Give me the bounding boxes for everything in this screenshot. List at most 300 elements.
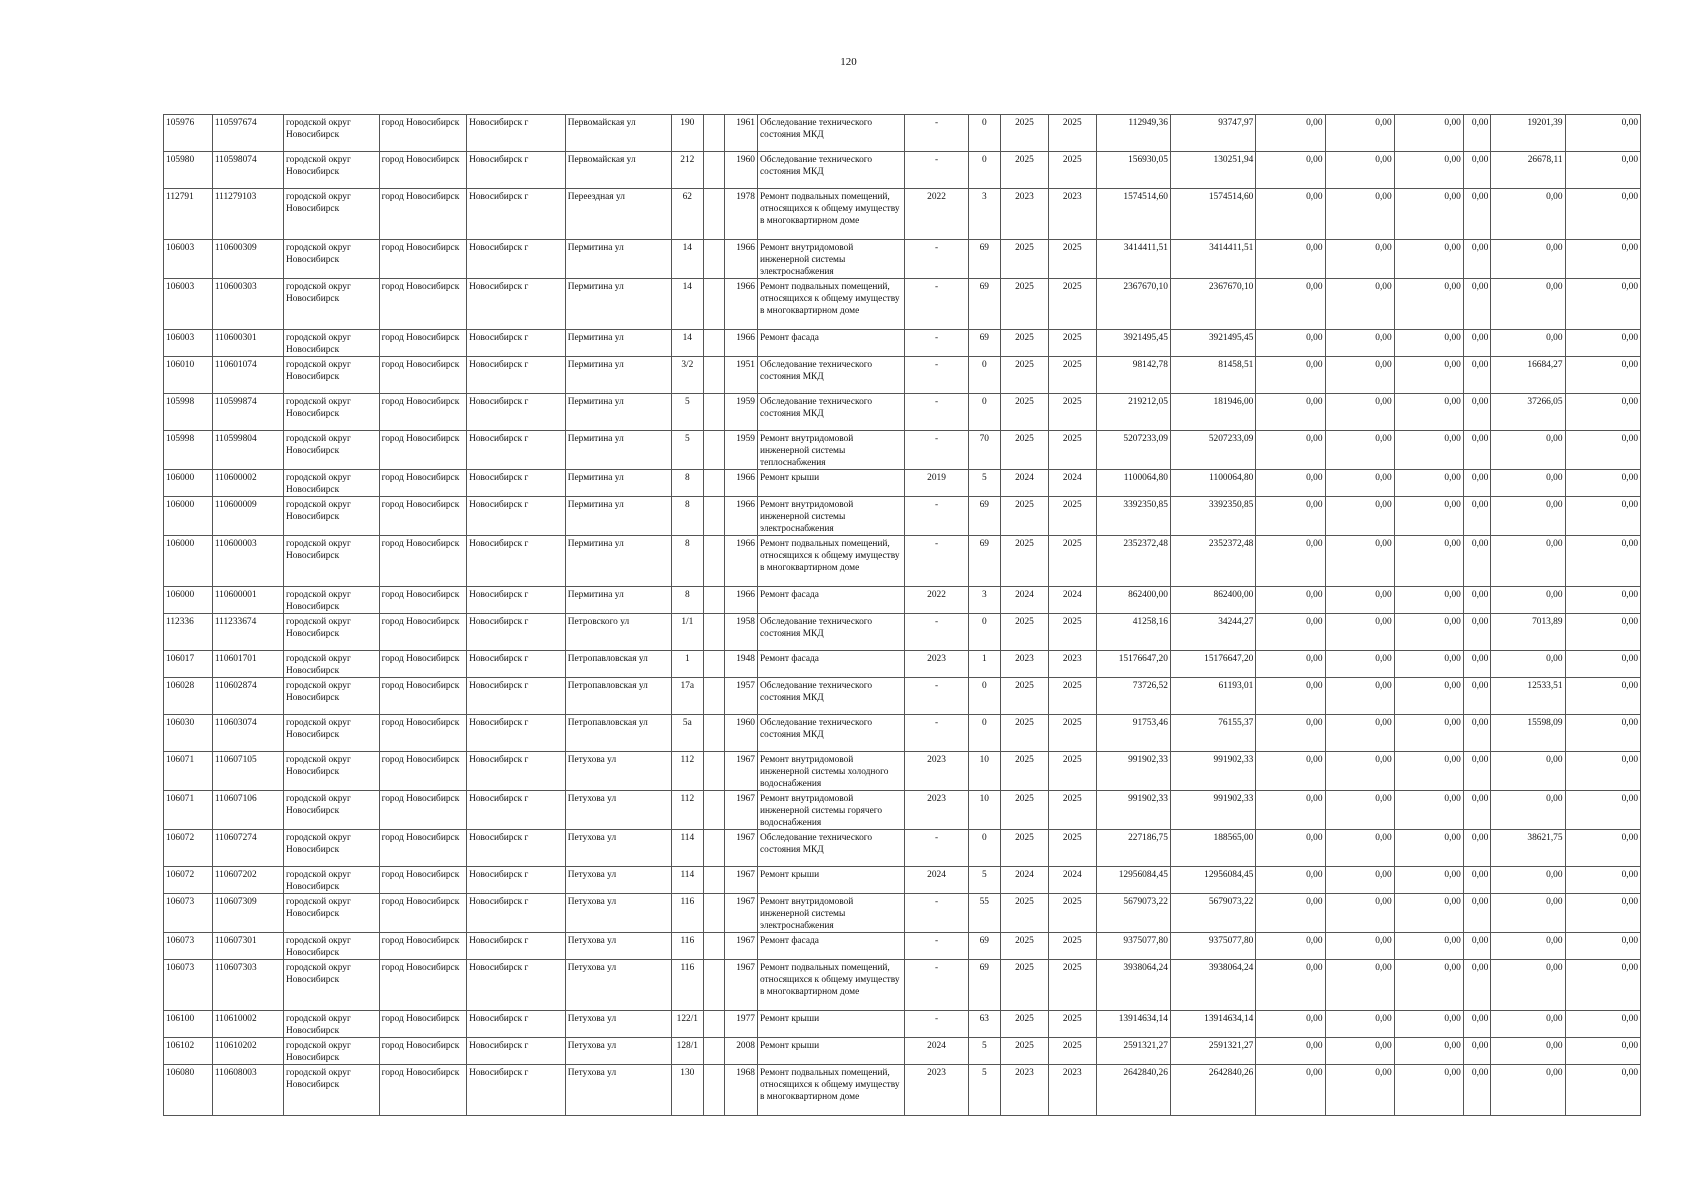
cell-construction-year: 1960 <box>725 152 758 189</box>
cell-fund-cost: 13914634,14 <box>1170 1011 1255 1038</box>
cell-object-id: 105998 <box>164 431 213 470</box>
cell-local-funds: 0,00 <box>1394 1038 1463 1065</box>
cell-total-cost: 5207233,09 <box>1096 431 1170 470</box>
cell-regional-funds: 0,00 <box>1325 330 1394 357</box>
cell-construction-year: 1966 <box>725 536 758 587</box>
cell-regional-funds: 0,00 <box>1325 115 1394 152</box>
cell-regional-funds: 0,00 <box>1325 651 1394 678</box>
cell-plan-end-year: 2025 <box>1048 431 1096 470</box>
cell-owner-funds: 0,00 <box>1491 1065 1565 1116</box>
cell-street: Пермитина ул <box>565 536 671 587</box>
cell-municipality: городской округ Новосибирск <box>284 152 380 189</box>
cell-plan-end-year: 2025 <box>1048 394 1096 431</box>
cell-last-repair-year: - <box>905 330 968 357</box>
cell-plan-start-year: 2025 <box>1001 791 1049 830</box>
cell-total-cost: 3414411,51 <box>1096 240 1170 279</box>
cell-reserve-funds: 0,00 <box>1565 240 1640 279</box>
cell-federal-funds: 0,00 <box>1256 960 1325 1011</box>
cell-local-funds: 0,00 <box>1394 933 1463 960</box>
table-row <box>164 115 1641 152</box>
cell-local-funds: 0,00 <box>1394 470 1463 497</box>
cell-other-funds: 0,00 <box>1463 431 1490 470</box>
cell-building <box>704 189 725 240</box>
cell-municipality: городской округ Новосибирск <box>284 189 380 240</box>
cell-settlement: город Новосибирск <box>379 357 466 394</box>
cell-reserve-funds: 0,00 <box>1565 678 1640 715</box>
cell-plan-end-year: 2023 <box>1048 189 1096 240</box>
cell-regional-funds: 0,00 <box>1325 1065 1394 1116</box>
cell-wear-percent: 69 <box>968 240 1001 279</box>
table-row <box>164 894 1641 933</box>
cell-last-repair-year: 2023 <box>905 651 968 678</box>
cell-reserve-funds: 0,00 <box>1565 189 1640 240</box>
cell-municipality: городской округ Новосибирск <box>284 651 380 678</box>
cell-building <box>704 715 725 752</box>
cell-wear-percent: 69 <box>968 279 1001 330</box>
cell-last-repair-year: - <box>905 357 968 394</box>
cell-total-cost: 2367670,10 <box>1096 279 1170 330</box>
cell-fund-cost: 15176647,20 <box>1170 651 1255 678</box>
cell-regional-funds: 0,00 <box>1325 830 1394 867</box>
cell-construction-year: 1977 <box>725 1011 758 1038</box>
cell-work-type: Ремонт внутридомовой инженерной системы холодного водоснабжения <box>757 752 904 791</box>
cell-settlement: город Новосибирск <box>379 240 466 279</box>
cell-total-cost: 91753,46 <box>1096 715 1170 752</box>
cell-other-funds: 0,00 <box>1463 1011 1490 1038</box>
cell-fund-cost: 2591321,27 <box>1170 1038 1255 1065</box>
cell-reserve-funds: 0,00 <box>1565 330 1640 357</box>
cell-local-funds: 0,00 <box>1394 752 1463 791</box>
table-row <box>164 830 1641 867</box>
cell-last-repair-year: - <box>905 536 968 587</box>
cell-house-number: 62 <box>671 189 704 240</box>
cell-reserve-funds: 0,00 <box>1565 1011 1640 1038</box>
cell-municipality: городской округ Новосибирск <box>284 894 380 933</box>
table-row <box>164 152 1641 189</box>
cell-construction-year: 1967 <box>725 791 758 830</box>
cell-house-number: 14 <box>671 240 704 279</box>
cell-construction-year: 1967 <box>725 867 758 894</box>
cell-locality: Новосибирск г <box>467 394 566 431</box>
table-row <box>164 240 1641 279</box>
cell-municipality: городской округ Новосибирск <box>284 960 380 1011</box>
cell-total-cost: 2352372,48 <box>1096 536 1170 587</box>
table-row <box>164 1011 1641 1038</box>
cell-construction-year: 1967 <box>725 933 758 960</box>
cell-building <box>704 678 725 715</box>
cell-municipality: городской округ Новосибирск <box>284 536 380 587</box>
cell-plan-start-year: 2025 <box>1001 960 1049 1011</box>
cell-fund-cost: 2352372,48 <box>1170 536 1255 587</box>
cell-owner-funds: 0,00 <box>1491 651 1565 678</box>
cell-regional-funds: 0,00 <box>1325 536 1394 587</box>
cell-plan-end-year: 2025 <box>1048 894 1096 933</box>
cell-federal-funds: 0,00 <box>1256 115 1325 152</box>
cell-locality: Новосибирск г <box>467 115 566 152</box>
cell-fund-cost: 5207233,09 <box>1170 431 1255 470</box>
cell-work-type: Обследование технического состояния МКД <box>757 152 904 189</box>
cell-federal-funds: 0,00 <box>1256 830 1325 867</box>
cell-last-repair-year: 2024 <box>905 1038 968 1065</box>
cell-locality: Новосибирск г <box>467 497 566 536</box>
cell-regional-funds: 0,00 <box>1325 279 1394 330</box>
cell-building <box>704 431 725 470</box>
cell-other-funds: 0,00 <box>1463 614 1490 651</box>
cell-plan-end-year: 2025 <box>1048 933 1096 960</box>
cell-settlement: город Новосибирск <box>379 960 466 1011</box>
cell-regional-funds: 0,00 <box>1325 715 1394 752</box>
cell-plan-end-year: 2025 <box>1048 330 1096 357</box>
table-row <box>164 470 1641 497</box>
cell-fund-cost: 93747,97 <box>1170 115 1255 152</box>
cell-other-funds: 0,00 <box>1463 678 1490 715</box>
cell-wear-percent: 55 <box>968 894 1001 933</box>
cell-reserve-funds: 0,00 <box>1565 152 1640 189</box>
cell-work-id: 110607303 <box>212 960 283 1011</box>
cell-work-id: 110610002 <box>212 1011 283 1038</box>
table-row <box>164 651 1641 678</box>
cell-federal-funds: 0,00 <box>1256 240 1325 279</box>
cell-plan-end-year: 2025 <box>1048 678 1096 715</box>
cell-local-funds: 0,00 <box>1394 651 1463 678</box>
cell-work-type: Ремонт крыши <box>757 470 904 497</box>
cell-regional-funds: 0,00 <box>1325 1038 1394 1065</box>
cell-plan-end-year: 2024 <box>1048 470 1096 497</box>
cell-regional-funds: 0,00 <box>1325 1011 1394 1038</box>
cell-wear-percent: 0 <box>968 394 1001 431</box>
cell-construction-year: 1966 <box>725 330 758 357</box>
cell-building <box>704 330 725 357</box>
cell-work-id: 110607274 <box>212 830 283 867</box>
cell-house-number: 116 <box>671 933 704 960</box>
cell-reserve-funds: 0,00 <box>1565 470 1640 497</box>
cell-settlement: город Новосибирск <box>379 470 466 497</box>
cell-settlement: город Новосибирск <box>379 1038 466 1065</box>
cell-reserve-funds: 0,00 <box>1565 497 1640 536</box>
cell-regional-funds: 0,00 <box>1325 933 1394 960</box>
cell-local-funds: 0,00 <box>1394 1011 1463 1038</box>
cell-total-cost: 112949,36 <box>1096 115 1170 152</box>
cell-wear-percent: 10 <box>968 752 1001 791</box>
cell-house-number: 8 <box>671 497 704 536</box>
cell-municipality: городской округ Новосибирск <box>284 357 380 394</box>
cell-object-id: 112791 <box>164 189 213 240</box>
cell-construction-year: 2008 <box>725 1038 758 1065</box>
cell-plan-start-year: 2024 <box>1001 587 1049 614</box>
cell-total-cost: 98142,78 <box>1096 357 1170 394</box>
cell-other-funds: 0,00 <box>1463 867 1490 894</box>
cell-construction-year: 1959 <box>725 431 758 470</box>
cell-reserve-funds: 0,00 <box>1565 1065 1640 1116</box>
cell-work-id: 110599874 <box>212 394 283 431</box>
cell-plan-start-year: 2025 <box>1001 1038 1049 1065</box>
cell-owner-funds: 19201,39 <box>1491 115 1565 152</box>
table-row <box>164 1038 1641 1065</box>
cell-work-id: 111233674 <box>212 614 283 651</box>
cell-reserve-funds: 0,00 <box>1565 587 1640 614</box>
cell-building <box>704 1011 725 1038</box>
cell-municipality: городской округ Новосибирск <box>284 752 380 791</box>
cell-building <box>704 279 725 330</box>
cell-owner-funds: 0,00 <box>1491 536 1565 587</box>
cell-federal-funds: 0,00 <box>1256 715 1325 752</box>
cell-regional-funds: 0,00 <box>1325 960 1394 1011</box>
cell-street: Петухова ул <box>565 867 671 894</box>
table-row <box>164 357 1641 394</box>
cell-local-funds: 0,00 <box>1394 431 1463 470</box>
cell-fund-cost: 76155,37 <box>1170 715 1255 752</box>
cell-municipality: городской округ Новосибирск <box>284 1011 380 1038</box>
cell-house-number: 5а <box>671 715 704 752</box>
cell-total-cost: 41258,16 <box>1096 614 1170 651</box>
cell-regional-funds: 0,00 <box>1325 587 1394 614</box>
cell-work-id: 111279103 <box>212 189 283 240</box>
cell-work-type: Обследование технического состояния МКД <box>757 678 904 715</box>
cell-plan-start-year: 2025 <box>1001 431 1049 470</box>
cell-street: Пермитина ул <box>565 330 671 357</box>
table-row <box>164 933 1641 960</box>
cell-street: Петропавловская ул <box>565 678 671 715</box>
cell-other-funds: 0,00 <box>1463 357 1490 394</box>
cell-local-funds: 0,00 <box>1394 536 1463 587</box>
cell-construction-year: 1966 <box>725 279 758 330</box>
cell-total-cost: 1574514,60 <box>1096 189 1170 240</box>
cell-plan-end-year: 2025 <box>1048 240 1096 279</box>
cell-wear-percent: 0 <box>968 152 1001 189</box>
cell-total-cost: 862400,00 <box>1096 587 1170 614</box>
cell-reserve-funds: 0,00 <box>1565 791 1640 830</box>
cell-work-id: 110600001 <box>212 587 283 614</box>
cell-federal-funds: 0,00 <box>1256 752 1325 791</box>
cell-wear-percent: 0 <box>968 357 1001 394</box>
cell-street: Пермитина ул <box>565 357 671 394</box>
cell-object-id: 106028 <box>164 678 213 715</box>
cell-total-cost: 9375077,80 <box>1096 933 1170 960</box>
cell-total-cost: 12956084,45 <box>1096 867 1170 894</box>
cell-local-funds: 0,00 <box>1394 330 1463 357</box>
cell-locality: Новосибирск г <box>467 614 566 651</box>
cell-house-number: 1 <box>671 651 704 678</box>
cell-wear-percent: 0 <box>968 115 1001 152</box>
cell-settlement: город Новосибирск <box>379 678 466 715</box>
cell-total-cost: 5679073,22 <box>1096 894 1170 933</box>
cell-settlement: город Новосибирск <box>379 115 466 152</box>
cell-federal-funds: 0,00 <box>1256 867 1325 894</box>
cell-plan-end-year: 2025 <box>1048 1038 1096 1065</box>
cell-object-id: 106073 <box>164 960 213 1011</box>
cell-wear-percent: 10 <box>968 791 1001 830</box>
cell-work-type: Ремонт крыши <box>757 1038 904 1065</box>
cell-total-cost: 2591321,27 <box>1096 1038 1170 1065</box>
cell-street: Петухова ул <box>565 1038 671 1065</box>
cell-building <box>704 536 725 587</box>
cell-total-cost: 219212,05 <box>1096 394 1170 431</box>
cell-street: Первомайская ул <box>565 115 671 152</box>
cell-owner-funds: 0,00 <box>1491 189 1565 240</box>
cell-last-repair-year: - <box>905 678 968 715</box>
cell-settlement: город Новосибирск <box>379 279 466 330</box>
cell-house-number: 116 <box>671 960 704 1011</box>
cell-work-id: 110598074 <box>212 152 283 189</box>
cell-wear-percent: 63 <box>968 1011 1001 1038</box>
table-row <box>164 960 1641 1011</box>
cell-municipality: городской округ Новосибирск <box>284 867 380 894</box>
cell-construction-year: 1951 <box>725 357 758 394</box>
cell-building <box>704 240 725 279</box>
cell-object-id: 106010 <box>164 357 213 394</box>
cell-other-funds: 0,00 <box>1463 1065 1490 1116</box>
cell-owner-funds: 0,00 <box>1491 1011 1565 1038</box>
cell-plan-start-year: 2023 <box>1001 1065 1049 1116</box>
cell-regional-funds: 0,00 <box>1325 240 1394 279</box>
cell-settlement: город Новосибирск <box>379 651 466 678</box>
cell-object-id: 106003 <box>164 279 213 330</box>
cell-work-type: Ремонт внутридомовой инженерной системы электроснабжения <box>757 497 904 536</box>
cell-house-number: 14 <box>671 279 704 330</box>
cell-regional-funds: 0,00 <box>1325 867 1394 894</box>
cell-construction-year: 1958 <box>725 614 758 651</box>
cell-local-funds: 0,00 <box>1394 497 1463 536</box>
cell-municipality: городской округ Новосибирск <box>284 470 380 497</box>
cell-street: Переездная ул <box>565 189 671 240</box>
cell-building <box>704 1065 725 1116</box>
cell-reserve-funds: 0,00 <box>1565 115 1640 152</box>
cell-regional-funds: 0,00 <box>1325 752 1394 791</box>
cell-last-repair-year: - <box>905 933 968 960</box>
cell-locality: Новосибирск г <box>467 791 566 830</box>
cell-plan-end-year: 2025 <box>1048 357 1096 394</box>
cell-plan-start-year: 2023 <box>1001 189 1049 240</box>
cell-work-id: 110610202 <box>212 1038 283 1065</box>
cell-wear-percent: 3 <box>968 189 1001 240</box>
cell-other-funds: 0,00 <box>1463 189 1490 240</box>
cell-fund-cost: 991902,33 <box>1170 791 1255 830</box>
cell-fund-cost: 188565,00 <box>1170 830 1255 867</box>
cell-locality: Новосибирск г <box>467 330 566 357</box>
cell-owner-funds: 7013,89 <box>1491 614 1565 651</box>
cell-building <box>704 651 725 678</box>
cell-street: Петухова ул <box>565 752 671 791</box>
cell-house-number: 5 <box>671 394 704 431</box>
cell-street: Пермитина ул <box>565 497 671 536</box>
cell-building <box>704 791 725 830</box>
cell-work-id: 110607301 <box>212 933 283 960</box>
cell-building <box>704 894 725 933</box>
cell-settlement: город Новосибирск <box>379 189 466 240</box>
cell-house-number: 14 <box>671 330 704 357</box>
cell-work-type: Обследование технического состояния МКД <box>757 830 904 867</box>
cell-plan-end-year: 2025 <box>1048 152 1096 189</box>
cell-plan-start-year: 2025 <box>1001 933 1049 960</box>
cell-federal-funds: 0,00 <box>1256 357 1325 394</box>
cell-fund-cost: 3921495,45 <box>1170 330 1255 357</box>
cell-last-repair-year: - <box>905 960 968 1011</box>
cell-last-repair-year: - <box>905 431 968 470</box>
cell-regional-funds: 0,00 <box>1325 678 1394 715</box>
cell-locality: Новосибирск г <box>467 933 566 960</box>
cell-plan-start-year: 2025 <box>1001 330 1049 357</box>
cell-other-funds: 0,00 <box>1463 830 1490 867</box>
cell-object-id: 106080 <box>164 1065 213 1116</box>
cell-last-repair-year: - <box>905 614 968 651</box>
cell-building <box>704 357 725 394</box>
cell-plan-start-year: 2025 <box>1001 357 1049 394</box>
cell-plan-start-year: 2023 <box>1001 651 1049 678</box>
cell-last-repair-year: - <box>905 279 968 330</box>
cell-street: Пермитина ул <box>565 394 671 431</box>
cell-house-number: 116 <box>671 894 704 933</box>
cell-object-id: 106073 <box>164 933 213 960</box>
cell-work-type: Ремонт фасада <box>757 933 904 960</box>
cell-street: Петухова ул <box>565 894 671 933</box>
table-row <box>164 431 1641 470</box>
cell-construction-year: 1957 <box>725 678 758 715</box>
cell-house-number: 212 <box>671 152 704 189</box>
cell-local-funds: 0,00 <box>1394 394 1463 431</box>
cell-last-repair-year: 2023 <box>905 1065 968 1116</box>
cell-plan-start-year: 2025 <box>1001 752 1049 791</box>
cell-federal-funds: 0,00 <box>1256 189 1325 240</box>
cell-plan-end-year: 2023 <box>1048 1065 1096 1116</box>
table-row <box>164 587 1641 614</box>
cell-work-id: 110601074 <box>212 357 283 394</box>
cell-wear-percent: 5 <box>968 1065 1001 1116</box>
cell-total-cost: 991902,33 <box>1096 791 1170 830</box>
cell-construction-year: 1967 <box>725 960 758 1011</box>
cell-owner-funds: 0,00 <box>1491 279 1565 330</box>
cell-local-funds: 0,00 <box>1394 357 1463 394</box>
cell-street: Пермитина ул <box>565 279 671 330</box>
cell-last-repair-year: - <box>905 1011 968 1038</box>
cell-owner-funds: 0,00 <box>1491 431 1565 470</box>
cell-wear-percent: 5 <box>968 867 1001 894</box>
cell-plan-end-year: 2025 <box>1048 715 1096 752</box>
cell-house-number: 122/1 <box>671 1011 704 1038</box>
cell-reserve-funds: 0,00 <box>1565 830 1640 867</box>
table-row <box>164 279 1641 330</box>
cell-municipality: городской округ Новосибирск <box>284 791 380 830</box>
cell-federal-funds: 0,00 <box>1256 933 1325 960</box>
cell-local-funds: 0,00 <box>1394 1065 1463 1116</box>
cell-other-funds: 0,00 <box>1463 1038 1490 1065</box>
cell-object-id: 106003 <box>164 240 213 279</box>
cell-last-repair-year: - <box>905 715 968 752</box>
cell-municipality: городской округ Новосибирск <box>284 394 380 431</box>
cell-settlement: город Новосибирск <box>379 1065 466 1116</box>
cell-federal-funds: 0,00 <box>1256 330 1325 357</box>
cell-work-type: Обследование технического состояния МКД <box>757 614 904 651</box>
cell-other-funds: 0,00 <box>1463 279 1490 330</box>
cell-house-number: 112 <box>671 752 704 791</box>
cell-last-repair-year: 2023 <box>905 791 968 830</box>
cell-wear-percent: 0 <box>968 614 1001 651</box>
cell-building <box>704 960 725 1011</box>
cell-federal-funds: 0,00 <box>1256 279 1325 330</box>
cell-work-type: Ремонт внутридомовой инженерной системы теплоснабжения <box>757 431 904 470</box>
cell-locality: Новосибирск г <box>467 1065 566 1116</box>
cell-local-funds: 0,00 <box>1394 189 1463 240</box>
cell-locality: Новосибирск г <box>467 651 566 678</box>
cell-last-repair-year: - <box>905 394 968 431</box>
cell-object-id: 105998 <box>164 394 213 431</box>
cell-locality: Новосибирск г <box>467 189 566 240</box>
cell-regional-funds: 0,00 <box>1325 470 1394 497</box>
cell-object-id: 106003 <box>164 330 213 357</box>
cell-wear-percent: 69 <box>968 330 1001 357</box>
cell-house-number: 114 <box>671 830 704 867</box>
cell-municipality: городской округ Новосибирск <box>284 715 380 752</box>
cell-local-funds: 0,00 <box>1394 867 1463 894</box>
